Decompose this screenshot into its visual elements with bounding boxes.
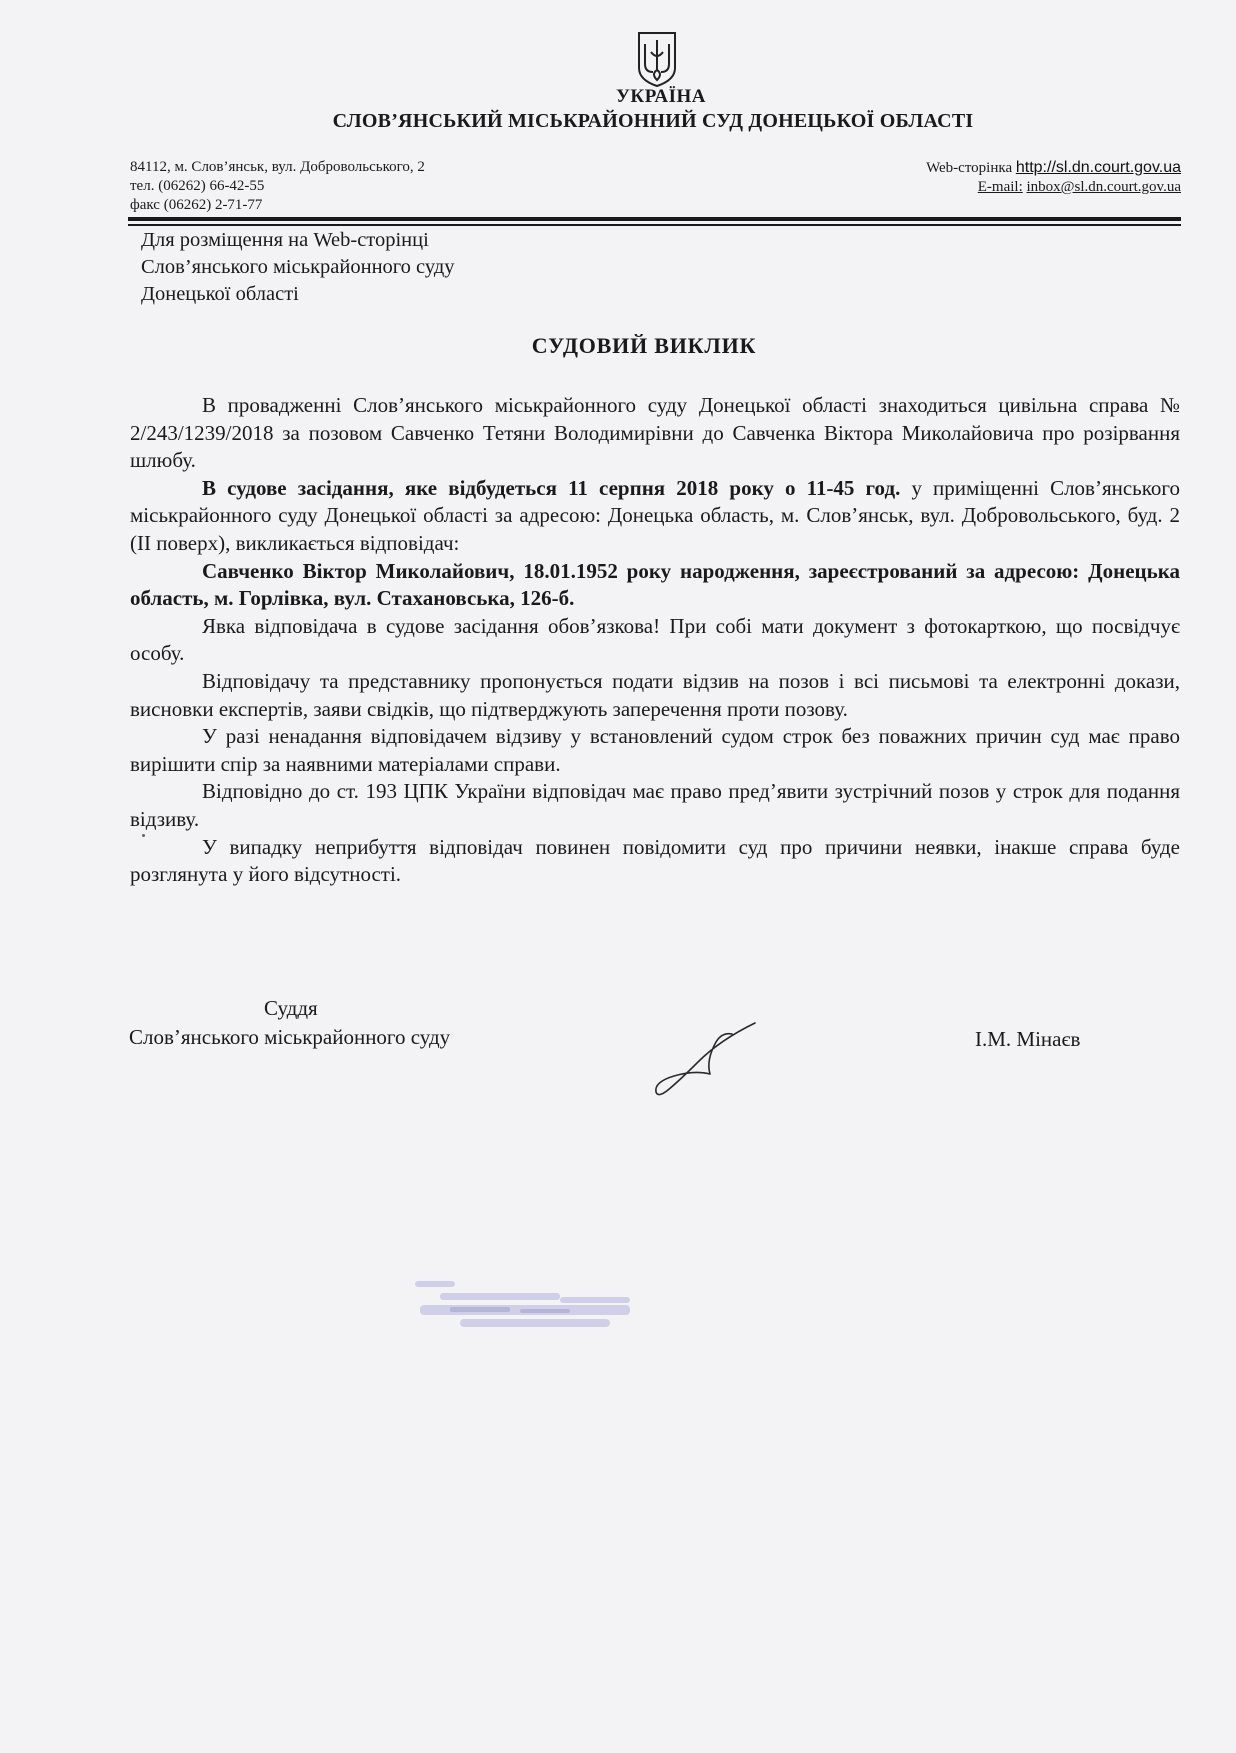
placement-line: Для розміщення на Web-сторінці xyxy=(141,229,429,251)
paragraph-case: В провадженні Слов’янського міськрайонного суду Донецької області знаходиться цивільна справа № 2/243/1239/2018 за позовом Савченко Тетяни Володимирівни до Савченка Віктора Миколайовича про розірвання шлюбу. xyxy=(130,393,1180,473)
court-phone: тел. (06262) 66-42-55 xyxy=(130,178,265,194)
email-link[interactable]: inbox@sl.dn.court.gov.ua xyxy=(1026,179,1181,195)
email-label: E-mail: xyxy=(977,179,1023,195)
judge-court: Слов’янського міськрайонного суду xyxy=(129,1025,451,1049)
placement-line: Донецької області xyxy=(141,283,299,305)
document-body xyxy=(130,392,1180,889)
header-divider-thin xyxy=(128,224,1181,226)
web-link[interactable]: http://sl.dn.court.gov.ua xyxy=(1015,159,1181,176)
placement-note xyxy=(141,227,455,308)
header-divider-thick xyxy=(128,217,1181,221)
judge-name: І.М. Мінаєв xyxy=(975,1027,1081,1051)
coat-of-arms-icon xyxy=(635,30,679,88)
paragraph-no-response: У разі ненадання відповідачем відзиву у встановлений судом строк без поважних причин суд має право вирішити спір за наявними матеріалами справи. xyxy=(130,724,1180,776)
signature-image xyxy=(650,1020,760,1100)
judge-title: Суддя xyxy=(264,996,318,1020)
paragraph-counterclaim: Відповідно до ст. 193 ЦПК України відповідач має право пред’явити зустрічний позов у строк для подання відзиву. xyxy=(130,779,1180,831)
stamp-image xyxy=(410,1275,650,1355)
country-heading: УКРАЇНА xyxy=(615,86,706,107)
court-contacts xyxy=(130,158,425,215)
paragraph-response: Відповідачу та представнику пропонується подати відзив на позов і всі письмові та електронні докази, висновки експертів, заяви свідків, що підтверджують заперечення проти позову. xyxy=(130,668,1180,721)
court-address: 84112, м. Слов’янськ, вул. Добровольського, 2 xyxy=(130,159,425,175)
paragraph-attendance: Явка відповідача в судове засідання обов’язкова! При собі мати документ з фотокарткою, що посвідчує особу. xyxy=(130,613,1180,666)
placement-line: Слов’янського міськрайонного суду xyxy=(141,256,455,278)
paragraph-defendant xyxy=(130,558,1180,613)
court-name-heading: СЛОВ’ЯНСЬКИЙ МІСЬКРАЙОННИЙ СУД ДОНЕЦЬКОЇ ОБЛАСТІ xyxy=(332,110,974,132)
scan-speck xyxy=(142,834,145,837)
hearing-location: у приміщенні Слов’янського міськрайонного суду Донецької області за адресою: Донецька область, м. Слов’янськ, вул. Добровольського, буд. 2 (ІІ поверх), викликається відповідач: xyxy=(130,475,1180,555)
paragraph-absence: У випадку неприбуття відповідач повинен повідомити суд про причини неявки, інакше справа буде розглянута у його відсутності. xyxy=(130,834,1180,887)
paragraph-hearing xyxy=(130,475,1180,558)
document-title: СУДОВИЙ ВИКЛИК xyxy=(531,333,757,358)
court-fax: факс (06262) 2-71-77 xyxy=(130,197,263,213)
defendant-details: Савченко Віктор Миколайович, 18.01.1952 року народження, зареєстрований за адресою: Донецька область, м. Горлівка, вул. Стахановська, 126-б. xyxy=(130,558,1180,611)
web-label: Web-сторінка xyxy=(926,160,1013,176)
hearing-date: В судове засідання, яке відбудеться 11 серпня 2018 року о 11-45 год. xyxy=(202,475,901,500)
court-online-contacts xyxy=(926,158,1181,197)
